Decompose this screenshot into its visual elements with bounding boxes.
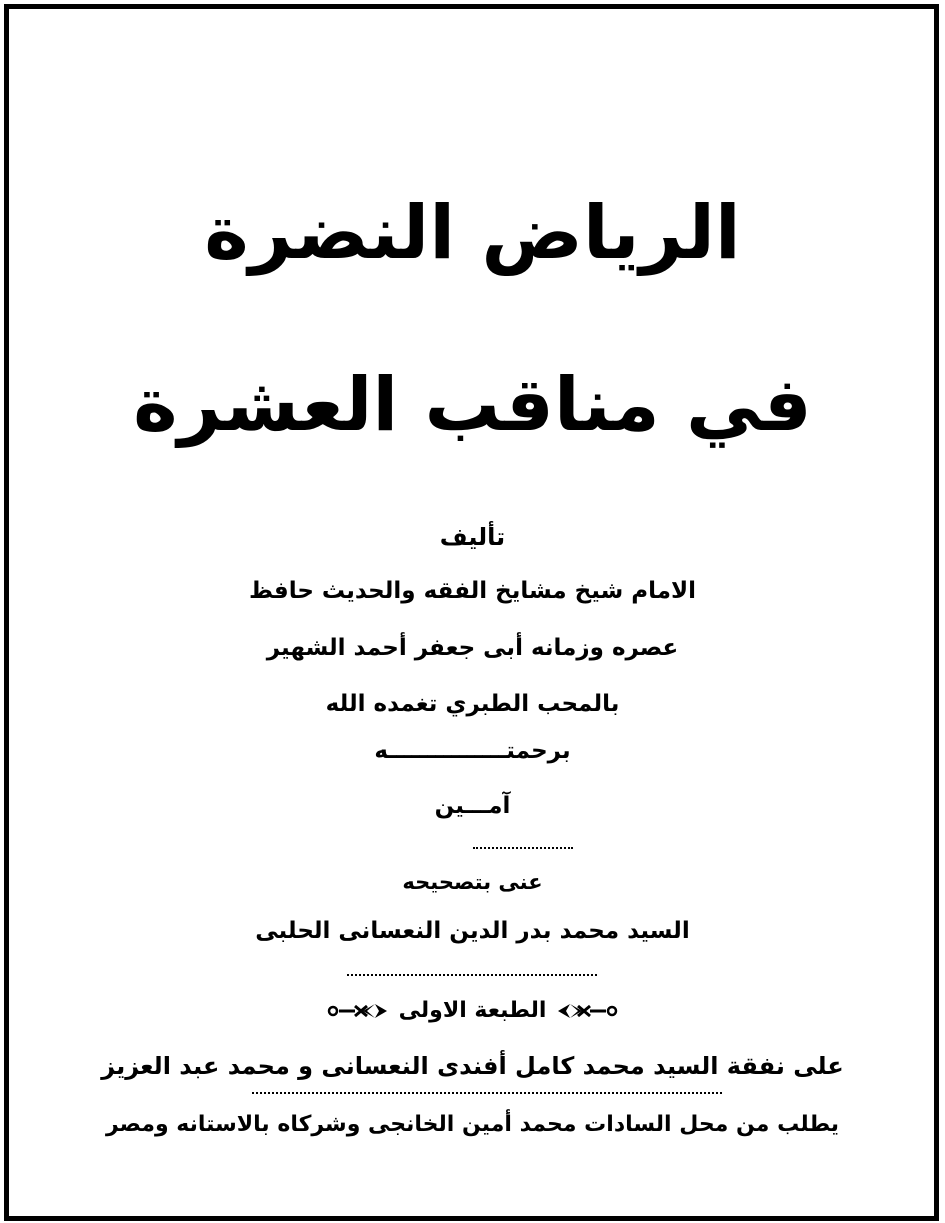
book-title-line-1: الرياض النضرة [204,190,741,276]
authorship-label: تأليف [439,523,506,551]
dotted-separator [473,847,573,849]
ornament-right-icon [556,1000,618,1022]
section-divider [347,974,597,976]
seller-line: يطلب من محل السادات محمد أمين الخانجى وشركاه بالاستانه ومصر [105,1112,840,1137]
author-line-1: الامام شيخ مشايخ الفقه والحديث حافظ [249,578,696,604]
edition-label: الطبعة الاولى [398,998,547,1023]
author-line-2: عصره وزمانه أبى جعفر أحمد الشهير [266,635,679,661]
ornament-left-icon [327,1000,389,1022]
funding-line: على نفقة السيد محمد كامل أفندى النعسانى و محمد عبد العزيز [101,1052,844,1080]
author-line-5: آمـــين [434,793,511,819]
dotted-underline [252,1092,722,1094]
book-title-line-2: في مناقب العشرة [133,362,812,448]
author-line-4: برحمتـــــــــــــــه [374,738,571,764]
editor-label: عنى بتصحيحه [402,870,543,894]
author-line-3: بالمحب الطبري تغمده الله [325,691,620,717]
editor-name: السيد محمد بدر الدين النعسانى الحلبى [255,918,690,944]
edition-row [0,991,945,1031]
